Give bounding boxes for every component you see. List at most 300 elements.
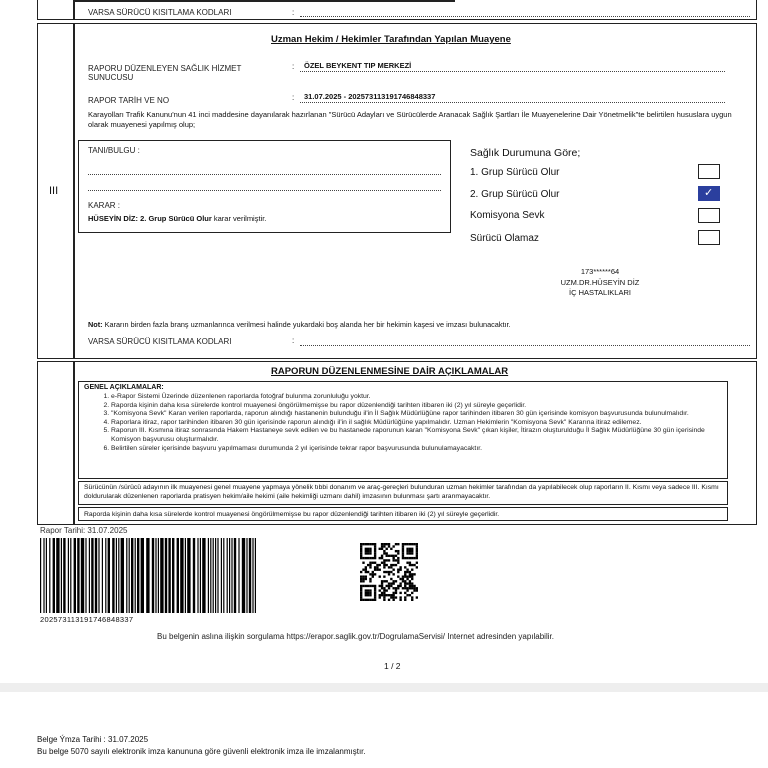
qr-module [374,592,376,594]
qr-module [402,548,404,550]
verify-text: Bu belgenin aslına ilişkin sorgulama https://erapor.saglik.gov.tr/DogrulamaServisi/ Internet adresinden yapılabilir. [157,632,554,641]
qr-module [383,580,385,582]
qr-module [397,569,399,571]
qr-module [402,543,404,545]
top-restriction-dots [300,16,750,17]
decision-name: HÜSEYİN DİZ: [88,214,139,223]
qr-module [367,564,369,566]
qr-module [374,569,376,571]
qr-module [369,552,371,554]
qr-module [406,594,408,596]
qr-module [416,566,418,568]
qr-module [388,566,390,568]
qr-module [360,589,362,591]
qr-module [390,578,392,580]
qr-module [397,543,399,545]
qr-module [409,548,411,550]
section3-restriction-label: VARSA SÜRÜCÜ KISITLAMA KODLARI [88,337,232,346]
barcode-bar [46,538,47,613]
qr-module [383,543,385,545]
qr-module [379,569,381,571]
qr-module [367,550,369,552]
qr-module [411,548,413,550]
qr-module [369,578,371,580]
barcode-bar [231,538,232,613]
qr-module [392,555,394,557]
qr-module [374,594,376,596]
qr-module [392,557,394,559]
report-date: Rapor Tarihi: 31.07.2025 [40,526,128,535]
qr-module [406,552,408,554]
qr-module [388,543,390,545]
barcode-bar [85,538,86,613]
qr-module [362,578,364,580]
qr-module [381,562,383,564]
qr-module [390,585,392,587]
qr-module [390,548,392,550]
qr-module [392,564,394,566]
health-heading: Sağlık Durumuna Göre; [470,147,581,159]
qr-module [411,564,413,566]
date-value: 31.07.2025 - 20257311319174684833​7 [304,92,436,101]
qr-module [397,587,399,589]
barcode-bar [200,538,201,613]
qr-module [365,571,367,573]
qr-module [404,585,406,587]
qr-module [404,575,406,577]
qr-module [381,594,383,596]
qr-module [390,596,392,598]
qr-module [383,564,385,566]
qr-module [386,589,388,591]
barcode-bar [49,538,50,613]
qr-module [383,552,385,554]
qr-module [365,592,367,594]
qr-module [411,582,413,584]
qr-module [409,562,411,564]
qr-module [386,580,388,582]
qr-module [404,571,406,573]
barcode-bar [43,538,44,613]
general-list [93,393,723,453]
qr-module [395,555,397,557]
qr-module [402,575,404,577]
qr-module [388,555,390,557]
barcode-bar [56,538,59,613]
qr-module [372,599,374,601]
qr-module [365,557,367,559]
qr-module [395,587,397,589]
qr-module [413,587,415,589]
option-3-label: Komisyona Sevk [470,210,545,221]
qr-module [374,550,376,552]
qr-code [360,543,418,601]
note-text: Kararın birden fazla branş uzmanlarınca verilmesi halinde yukardaki boş alanda her bir hekimin kaşesi ve imzası bulunacaktır. [104,320,511,329]
barcode-bar [74,538,76,613]
qr-module [374,566,376,568]
qr-module [409,543,411,545]
provider-colon: : [292,62,295,71]
qr-module [383,550,385,552]
barcode-bar [68,538,69,613]
barcode-bar [61,538,62,613]
qr-module [397,575,399,577]
option-2-label: 2. Grup Sürücü Olur [470,189,560,200]
qr-module [369,548,371,550]
qr-module [386,543,388,545]
qr-module [362,569,364,571]
qr-module [369,585,371,587]
qr-module [409,571,411,573]
barcode-bar [126,538,127,613]
qr-module [409,575,411,577]
qr-module [409,587,411,589]
qr-module [383,594,385,596]
qr-module [362,599,364,601]
qr-module [411,569,413,571]
qr-module [392,559,394,561]
qr-module [365,599,367,601]
qr-module [404,587,406,589]
qr-module [416,587,418,589]
qr-module [381,548,383,550]
qr-module [404,543,406,545]
qr-module [372,585,374,587]
barcode-bar [221,538,222,613]
qr-module [369,573,371,575]
qr-module [395,589,397,591]
qr-module [411,543,413,545]
general-heading: GENEL AÇIKLAMALAR: [84,384,164,391]
qr-module [386,571,388,573]
qr-module [383,587,385,589]
barcode-bar [158,538,159,613]
section3-restriction-colon: : [292,336,295,345]
qr-module [372,573,374,575]
qr-module [362,562,364,564]
qr-module [379,596,381,598]
qr-module [365,594,367,596]
qr-module [374,552,376,554]
qr-module [383,562,385,564]
barcode-bar [63,538,65,613]
qr-module [406,543,408,545]
qr-module [365,548,367,550]
section3-roman: III [49,185,59,197]
qr-module [388,599,390,601]
qr-module [372,571,374,573]
barcode-bar [227,538,228,613]
option-1-label: 1. Grup Sürücü Olur [470,167,560,178]
qr-module [367,571,369,573]
barcode-bar [160,538,163,613]
qr-module [416,557,418,559]
decision-suffix: karar verilmiştir. [213,214,267,223]
option-3-checkbox[interactable] [698,208,720,223]
qr-module [416,543,418,545]
qr-module [360,552,362,554]
qr-module [402,557,404,559]
qr-module [416,589,418,591]
qr-module [404,573,406,575]
qr-module [397,552,399,554]
barcode-bar [234,538,236,613]
qr-module [379,557,381,559]
barcode-bar [246,538,247,613]
qr-module [406,575,408,577]
barcode-bar [91,538,93,613]
qr-module [386,548,388,550]
qr-module [406,550,408,552]
qr-module [367,589,369,591]
qr-module [362,580,364,582]
barcode-bar [252,538,253,613]
option-2-checkbox[interactable] [698,186,720,201]
note-bold: Not: [88,320,103,329]
option-4-checkbox[interactable] [698,230,720,245]
para2-text: Raporda kişinin daha kısa sürelerde kontrol muayenesi öngörülmemişse bu rapor düzenlendiği tarihten itibaren iki (2) yıl süreyle geçerlidir. [84,511,500,518]
barcode-bar [213,538,214,613]
provider-dots [300,71,725,72]
qr-module [395,596,397,598]
qr-module [399,578,401,580]
qr-module [392,596,394,598]
qr-module [360,543,362,545]
decision-text [88,214,266,223]
barcode-bar [95,538,97,613]
barcode-bar [112,538,114,613]
qr-module [390,566,392,568]
qr-module [388,585,390,587]
qr-module [409,582,411,584]
barcode-bar [118,538,119,613]
qr-module [383,596,385,598]
diagnosis-dots-2 [88,190,441,191]
qr-module [367,543,369,545]
qr-module [390,594,392,596]
qr-module [362,557,364,559]
qr-module [365,578,367,580]
qr-module [383,592,385,594]
qr-module [395,543,397,545]
qr-module [369,589,371,591]
note-item: 3. "Komisyona Sevk" Karan verilen raporlarda, raporun alındığı hastanenin bulunduğu il'in İl Sağlık Müdürlüğüne rapor tarihinden itibaren 30 gün içerisinde komisyon başvurusunda bulunulmalıdır. [111,410,723,419]
qr-module [381,585,383,587]
qr-module [374,573,376,575]
barcode-bar [141,538,144,613]
qr-module [409,580,411,582]
qr-module [416,552,418,554]
qr-module [411,557,413,559]
note-item: 1. e-Rapor Sistemi Üzerinde düzenlenen raporlarda fotoğraf bulunma zorunluluğu yoktur. [111,393,723,402]
qr-module [392,582,394,584]
qr-module [362,543,364,545]
qr-module [404,592,406,594]
note [88,320,511,329]
barcode-bar [180,538,183,613]
barcode-bar [131,538,133,613]
qr-module [379,585,381,587]
qr-module [416,548,418,550]
qr-module [416,562,418,564]
barcode-bar [165,538,167,613]
barcode-number: 20257311319174684833​7 [40,615,134,624]
qr-module [406,589,408,591]
qr-module [404,557,406,559]
qr-module [360,550,362,552]
qr-module [397,571,399,573]
qr-module [369,592,371,594]
qr-module [360,599,362,601]
qr-module [390,555,392,557]
qr-module [399,592,401,594]
qr-module [386,564,388,566]
qr-module [376,566,378,568]
barcode-bar [193,538,195,613]
barcode-bar [146,538,149,613]
qr-module [409,550,411,552]
qr-module [395,592,397,594]
option-4-label: Sürücü Olamaz [470,233,539,244]
barcode-bar [89,538,90,613]
qr-module [406,562,408,564]
qr-module [374,557,376,559]
para1-text: Sürücünün /sürücü adayının ilk muayenesi genel muayene yapmaya yönelik tıbbi donanım ve araç-gereçleri bulunduran uzman hekimler tarafından da yapılabilecek olup raporların II. Kısmı veya sadece III. Kısmı doldurularak düzenlenen raporlarda pratisyen hekim/aile hekimi (aile hekimliği uzmanı dahil) imzasının bulunması şartı aranmayacaktır. [84,484,719,500]
qr-module [399,569,401,571]
barcode-bar [168,538,170,613]
qr-module [390,564,392,566]
qr-module [365,543,367,545]
qr-module [374,562,376,564]
page-gap-band [0,683,768,692]
qr-module [383,599,385,601]
qr-module [388,571,390,573]
top-section-divider [73,0,75,20]
qr-module [411,599,413,601]
qr-module [392,599,394,601]
barcode-bar [152,538,154,613]
barcode [40,538,258,613]
qr-module [379,575,381,577]
qr-module [390,582,392,584]
doctor-stamp [520,267,680,299]
barcode-bar [223,538,224,613]
barcode-bar [187,538,190,613]
qr-module [388,573,390,575]
qr-module [406,571,408,573]
qr-module [402,578,404,580]
qr-module [395,550,397,552]
qr-module [367,592,369,594]
qr-module [383,559,385,561]
qr-module [374,555,376,557]
qr-module [392,592,394,594]
qr-module [409,564,411,566]
qr-module [383,545,385,547]
qr-module [413,564,415,566]
qr-module [365,566,367,568]
qr-module [386,555,388,557]
qr-module [409,557,411,559]
qr-module [413,557,415,559]
qr-module [386,559,388,561]
qr-module [381,582,383,584]
qr-module [374,543,376,545]
barcode-bar [98,538,99,613]
section3-divider [73,23,75,359]
qr-module [360,555,362,557]
qr-module [397,585,399,587]
qr-module [374,548,376,550]
option-1-checkbox[interactable] [698,164,720,179]
diagnosis-label: TANI/BULGU : [88,146,140,155]
qr-module [360,585,362,587]
qr-module [381,592,383,594]
doctor-dept: İÇ HASTALIKLARI [569,288,631,297]
qr-module [413,573,415,575]
qr-module [392,594,394,596]
barcode-bar [137,538,139,613]
barcode-bar [229,538,230,613]
qr-module [390,571,392,573]
qr-module [406,587,408,589]
qr-module [369,580,371,582]
qr-module [416,555,418,557]
barcode-bar [81,538,84,613]
qr-module [386,552,388,554]
barcode-bar [70,538,71,613]
qr-module [388,587,390,589]
qr-module [404,566,406,568]
qr-module [383,566,385,568]
date-label: RAPOR TARİH VE NO [88,96,170,105]
qr-module [386,585,388,587]
qr-module [381,555,383,557]
qr-module [416,550,418,552]
barcode-bar [242,538,245,613]
qr-module [381,580,383,582]
barcode-bar [255,538,256,613]
qr-module [381,557,383,559]
qr-module [360,548,362,550]
qr-module [360,580,362,582]
sign-date: Belge Ýmza Tarihi : 31.07.2025 [37,735,149,744]
qr-module [374,585,376,587]
barcode-bar [40,538,41,613]
qr-module [413,543,415,545]
qr-module [367,557,369,559]
qr-module [409,573,411,575]
barcode-bar [238,538,239,613]
note-item: 2. Raporda kişinin daha kısa sürelerde kontrol muayenesi öngörülmemişse bu rapor düzenlendiği tarihten itibaren iki (2) yıl süreyle geçerlidir. [111,402,723,411]
qr-module [369,557,371,559]
barcode-bar [197,538,198,613]
barcode-bar [249,538,251,613]
qr-module [411,552,413,554]
qr-module [376,569,378,571]
qr-module [360,596,362,598]
qr-module [413,589,415,591]
barcode-bar [185,538,186,613]
barcode-bar [129,538,130,613]
qr-module [404,596,406,598]
qr-module [402,550,404,552]
qr-module [399,582,401,584]
qr-module [399,585,401,587]
qr-module [388,545,390,547]
qr-module [379,564,381,566]
qr-module [374,599,376,601]
